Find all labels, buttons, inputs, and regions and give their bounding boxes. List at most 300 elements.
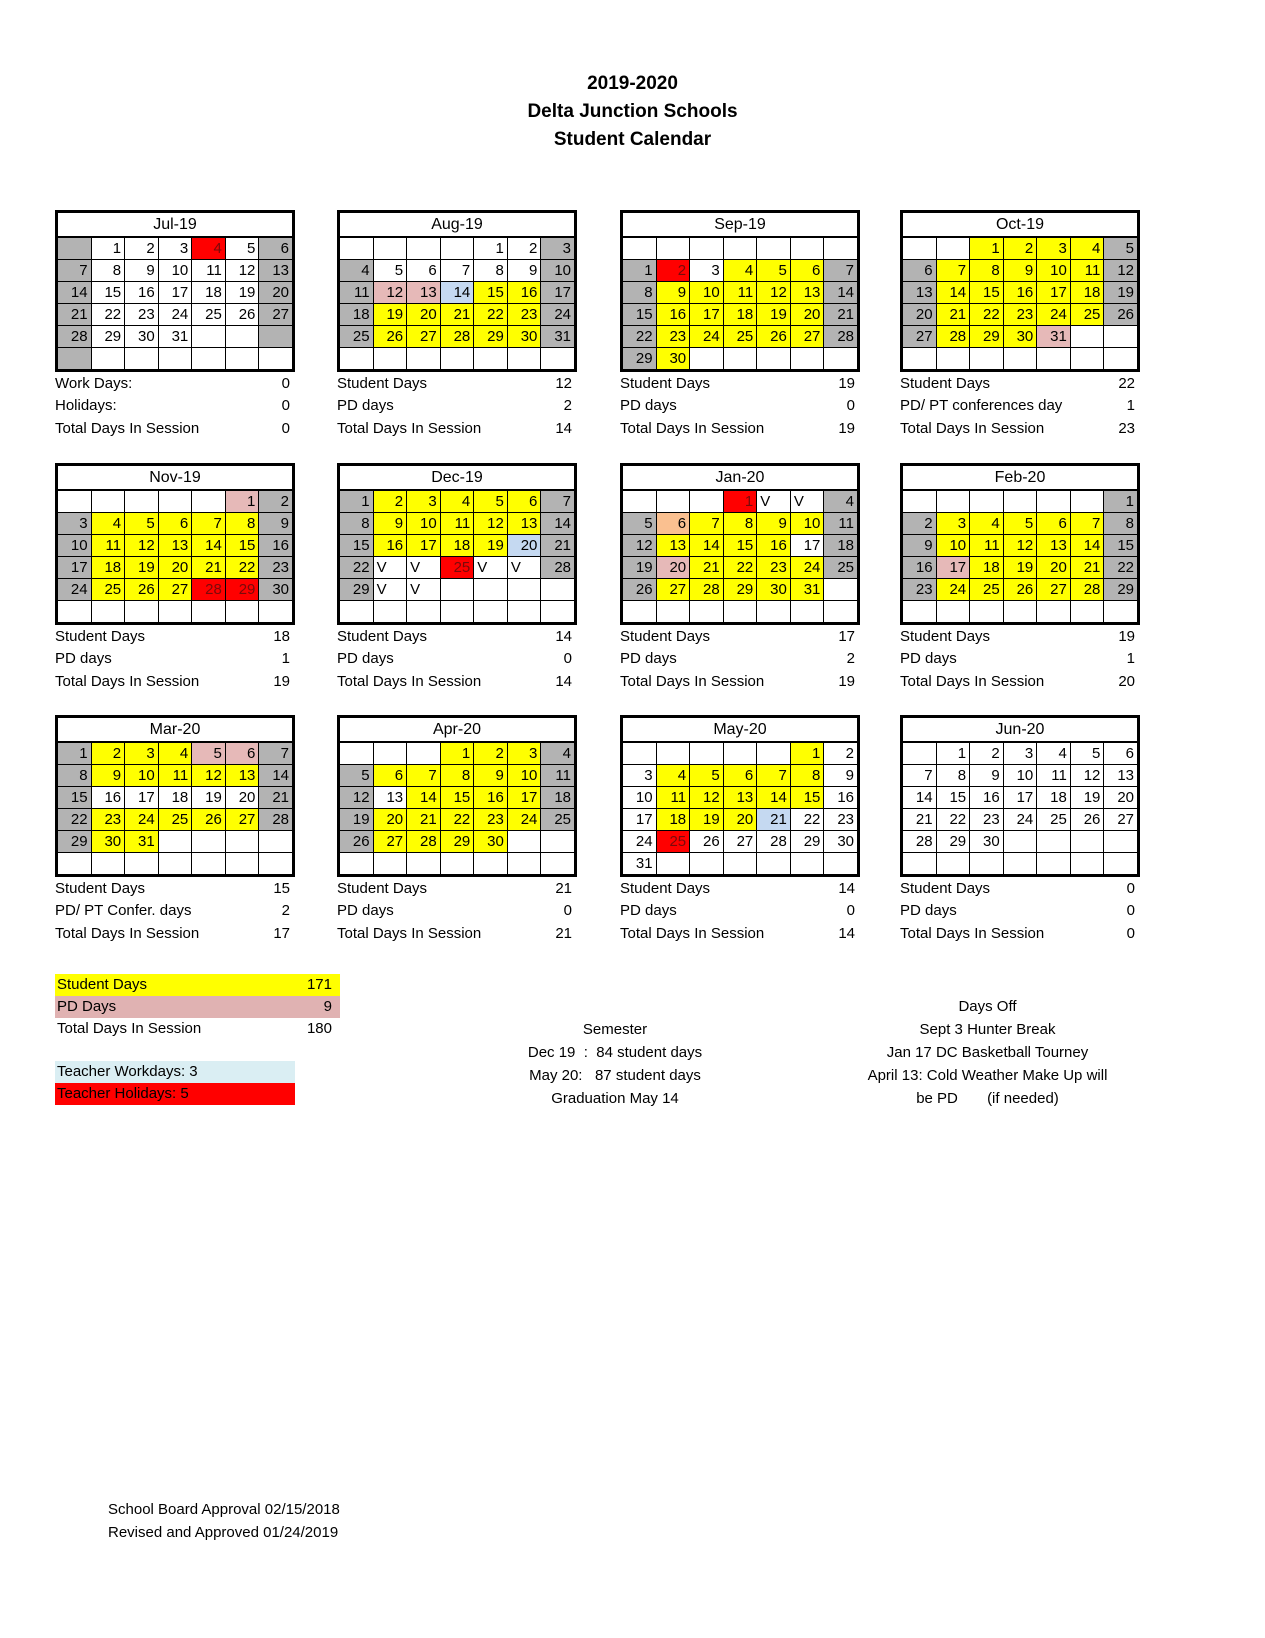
month-stats xyxy=(620,626,857,693)
stat-row xyxy=(55,648,292,670)
day-cell xyxy=(1003,853,1037,876)
day-cell: 5 xyxy=(1070,742,1104,765)
day-cell: 30 xyxy=(91,831,125,853)
day-cell: 28 xyxy=(57,326,92,348)
year-summary xyxy=(55,974,340,1040)
stat-value: 0 xyxy=(846,397,855,415)
day-cell xyxy=(440,237,474,260)
stat-label: PD days xyxy=(900,902,957,920)
day-cell: 20 xyxy=(723,809,757,831)
stat-row xyxy=(620,878,857,900)
calendar-grid xyxy=(337,210,577,372)
day-cell: 25 xyxy=(723,326,757,348)
day-cell: 29 xyxy=(91,326,125,348)
day-cell xyxy=(158,853,192,876)
day-cell: 10 xyxy=(690,282,724,304)
day-cell: 18 xyxy=(158,787,192,809)
day-cell xyxy=(622,237,657,260)
day-cell: 31 xyxy=(158,326,192,348)
day-cell: 6 xyxy=(373,765,407,787)
day-cell: 1 xyxy=(440,742,474,765)
month-title: Jun-20 xyxy=(902,717,1139,743)
day-cell xyxy=(936,601,970,624)
stat-value: 1 xyxy=(1126,397,1135,415)
day-cell: 3 xyxy=(622,765,657,787)
stat-label: PD/ PT conferences day xyxy=(900,397,1063,415)
day-cell: 24 xyxy=(622,831,657,853)
day-cell: 4 xyxy=(541,742,576,765)
day-cell xyxy=(125,853,159,876)
day-cell: 1 xyxy=(723,490,757,513)
day-cell: 5 xyxy=(373,260,407,282)
day-cell: 5 xyxy=(192,742,226,765)
stat-label: PD days xyxy=(55,650,112,668)
day-cell: 9 xyxy=(656,282,690,304)
stat-label: Total Days In Session xyxy=(900,924,1045,942)
day-cell xyxy=(474,579,508,601)
day-cell xyxy=(91,853,125,876)
day-cell: 13 xyxy=(158,535,192,557)
day-cell: 11 xyxy=(192,260,226,282)
teacher-holidays-band: Teacher Holidays: 5 xyxy=(55,1083,295,1105)
day-cell xyxy=(507,348,541,371)
month-stats xyxy=(900,878,1137,945)
day-cell xyxy=(57,601,92,624)
day-cell: 20 xyxy=(656,557,690,579)
day-cell: 24 xyxy=(57,579,92,601)
stat-row xyxy=(900,671,1137,693)
month-jul-19 xyxy=(55,210,295,440)
stat-label: Total Days In Session xyxy=(620,672,765,690)
day-cell: 7 xyxy=(936,260,970,282)
day-cell: 4 xyxy=(339,260,374,282)
day-cell: 1 xyxy=(57,742,92,765)
day-cell xyxy=(225,601,259,624)
day-cell: 31 xyxy=(125,831,159,853)
days-off-heading: Days Off xyxy=(958,998,1017,1015)
stat-label: Student Days xyxy=(337,880,428,897)
day-cell xyxy=(373,237,407,260)
day-cell: 11 xyxy=(723,282,757,304)
day-cell xyxy=(259,853,294,876)
day-cell xyxy=(1003,601,1037,624)
day-cell: 17 xyxy=(57,557,92,579)
day-cell xyxy=(259,348,294,371)
day-cell: 6 xyxy=(902,260,937,282)
stat-label: Total Days In Session xyxy=(55,672,200,690)
stat-row xyxy=(337,648,574,670)
day-cell: 7 xyxy=(690,513,724,535)
stat-row xyxy=(55,418,292,440)
day-cell: 28 xyxy=(824,326,859,348)
day-cell: 10 xyxy=(1003,765,1037,787)
stat-row xyxy=(620,900,857,922)
day-cell: 26 xyxy=(622,579,657,601)
day-cell xyxy=(1104,326,1139,348)
day-cell: 3 xyxy=(1003,742,1037,765)
day-cell: 17 xyxy=(1003,787,1037,809)
day-cell: 31 xyxy=(1037,326,1071,348)
stat-row xyxy=(900,418,1137,440)
day-cell: 17 xyxy=(622,809,657,831)
day-cell: 23 xyxy=(824,809,859,831)
day-cell: 7 xyxy=(824,260,859,282)
stat-row xyxy=(620,671,857,693)
summary-student-days xyxy=(55,974,340,996)
day-cell xyxy=(57,237,92,260)
summary-value: 171 xyxy=(306,976,332,993)
day-cell: 28 xyxy=(440,326,474,348)
day-cell: 12 xyxy=(1070,765,1104,787)
day-cell: 15 xyxy=(723,535,757,557)
day-cell: 7 xyxy=(192,513,226,535)
day-cell: 10 xyxy=(507,765,541,787)
day-cell: 7 xyxy=(57,260,92,282)
day-cell: 12 xyxy=(622,535,657,557)
page-title xyxy=(0,70,1265,154)
day-cell: 23 xyxy=(656,326,690,348)
day-cell xyxy=(474,601,508,624)
day-cell: 12 xyxy=(1104,260,1139,282)
day-cell: 6 xyxy=(1037,513,1071,535)
summary-total-days xyxy=(55,1018,340,1040)
day-cell: 29 xyxy=(622,348,657,371)
stat-row xyxy=(620,923,857,945)
day-cell xyxy=(1037,601,1071,624)
day-cell: 24 xyxy=(690,326,724,348)
day-cell: 26 xyxy=(125,579,159,601)
day-cell: 14 xyxy=(824,282,859,304)
day-cell: 18 xyxy=(1037,787,1071,809)
day-cell: 9 xyxy=(824,765,859,787)
stat-value: 0 xyxy=(1126,902,1135,920)
day-cell: 16 xyxy=(507,282,541,304)
summary-label: Total Days In Session xyxy=(57,1020,202,1037)
day-cell: 9 xyxy=(91,765,125,787)
day-cell: 21 xyxy=(757,809,791,831)
day-cell: 27 xyxy=(1104,809,1139,831)
day-cell: 14 xyxy=(936,282,970,304)
day-cell: 21 xyxy=(192,557,226,579)
day-cell xyxy=(1003,490,1037,513)
day-cell xyxy=(225,831,259,853)
day-cell: 6 xyxy=(158,513,192,535)
stat-row xyxy=(620,626,857,648)
day-cell: 26 xyxy=(1104,304,1139,326)
day-cell: 17 xyxy=(541,282,576,304)
day-cell: 15 xyxy=(339,535,374,557)
day-cell: 8 xyxy=(225,513,259,535)
day-cell: 16 xyxy=(474,787,508,809)
stat-label: PD days xyxy=(620,650,677,668)
stat-label: Total Days In Session xyxy=(900,672,1045,690)
day-cell: 4 xyxy=(723,260,757,282)
day-cell xyxy=(158,831,192,853)
day-cell: 31 xyxy=(622,853,657,876)
day-cell xyxy=(225,326,259,348)
day-cell xyxy=(970,853,1004,876)
stat-row xyxy=(900,900,1137,922)
day-cell: 9 xyxy=(373,513,407,535)
day-cell xyxy=(824,237,859,260)
day-cell xyxy=(757,853,791,876)
stat-value: 0 xyxy=(1126,924,1135,942)
day-cell xyxy=(192,831,226,853)
day-cell: 18 xyxy=(1070,282,1104,304)
day-cell: 15 xyxy=(57,787,92,809)
day-cell: 25 xyxy=(158,809,192,831)
day-cell: 18 xyxy=(440,535,474,557)
stat-row xyxy=(55,878,292,900)
day-cell: 24 xyxy=(790,557,824,579)
day-cell: 22 xyxy=(790,809,824,831)
stat-row xyxy=(900,648,1137,670)
day-cell: 5 xyxy=(125,513,159,535)
day-cell xyxy=(225,853,259,876)
day-cell xyxy=(373,601,407,624)
day-cell xyxy=(373,853,407,876)
day-cell: 13 xyxy=(259,260,294,282)
day-cell: 29 xyxy=(474,326,508,348)
day-cell: 3 xyxy=(158,237,192,260)
day-cell: 30 xyxy=(125,326,159,348)
days-off-line: be PD (if needed) xyxy=(916,1090,1059,1107)
month-title: Aug-19 xyxy=(339,212,576,238)
day-cell: 9 xyxy=(474,765,508,787)
stat-label: Total Days In Session xyxy=(55,419,200,437)
day-cell: 29 xyxy=(936,831,970,853)
day-cell xyxy=(1037,490,1071,513)
stat-value: 14 xyxy=(838,924,855,942)
day-cell: 27 xyxy=(259,304,294,326)
day-cell: 30 xyxy=(1003,326,1037,348)
day-cell: 8 xyxy=(723,513,757,535)
day-cell: 19 xyxy=(474,535,508,557)
day-cell xyxy=(507,579,541,601)
day-cell: 28 xyxy=(192,579,226,601)
stat-label: Work Days: xyxy=(55,375,133,392)
day-cell xyxy=(902,601,937,624)
day-cell xyxy=(622,490,657,513)
stat-value: 21 xyxy=(555,924,572,942)
day-cell xyxy=(474,853,508,876)
day-cell xyxy=(339,742,374,765)
day-cell: 1 xyxy=(936,742,970,765)
month-stats xyxy=(900,373,1137,440)
day-cell xyxy=(1003,348,1037,371)
day-cell: 25 xyxy=(970,579,1004,601)
day-cell: 1 xyxy=(339,490,374,513)
day-cell: 15 xyxy=(474,282,508,304)
day-cell xyxy=(690,853,724,876)
day-cell: 12 xyxy=(474,513,508,535)
month-jun-20 xyxy=(900,715,1140,945)
day-cell: 19 xyxy=(225,282,259,304)
day-cell: 3 xyxy=(1037,237,1071,260)
month-aug-19 xyxy=(337,210,577,440)
month-oct-19 xyxy=(900,210,1140,440)
day-cell xyxy=(656,490,690,513)
day-cell: 22 xyxy=(339,557,374,579)
day-cell: 20 xyxy=(790,304,824,326)
calendar-grid xyxy=(55,715,295,877)
day-cell: 6 xyxy=(656,513,690,535)
day-cell xyxy=(474,348,508,371)
day-cell: V xyxy=(407,579,441,601)
stat-value: 2 xyxy=(563,397,572,415)
day-cell: 13 xyxy=(407,282,441,304)
day-cell: 22 xyxy=(440,809,474,831)
day-cell: 29 xyxy=(723,579,757,601)
day-cell xyxy=(158,348,192,371)
stat-label: Total Days In Session xyxy=(55,924,200,942)
day-cell: 13 xyxy=(723,787,757,809)
day-cell: 22 xyxy=(723,557,757,579)
calendar-grid xyxy=(900,463,1140,625)
day-cell: 4 xyxy=(824,490,859,513)
day-cell xyxy=(1070,831,1104,853)
day-cell: 22 xyxy=(936,809,970,831)
month-apr-20 xyxy=(337,715,577,945)
day-cell: 6 xyxy=(507,490,541,513)
day-cell: 20 xyxy=(225,787,259,809)
day-cell: 6 xyxy=(723,765,757,787)
day-cell: 24 xyxy=(125,809,159,831)
day-cell: 23 xyxy=(1003,304,1037,326)
stat-label: Student Days xyxy=(337,628,428,645)
day-cell: 9 xyxy=(507,260,541,282)
day-cell: 4 xyxy=(1037,742,1071,765)
day-cell: 19 xyxy=(373,304,407,326)
stat-row xyxy=(55,900,292,922)
day-cell: 28 xyxy=(1070,579,1104,601)
day-cell xyxy=(339,348,374,371)
day-cell: 10 xyxy=(158,260,192,282)
day-cell: 23 xyxy=(91,809,125,831)
day-cell: 4 xyxy=(91,513,125,535)
day-cell: 18 xyxy=(339,304,374,326)
day-cell: 21 xyxy=(1070,557,1104,579)
day-cell: 21 xyxy=(936,304,970,326)
day-cell: 2 xyxy=(474,742,508,765)
day-cell: 7 xyxy=(440,260,474,282)
day-cell xyxy=(690,601,724,624)
stat-label: PD days xyxy=(620,397,677,415)
day-cell xyxy=(723,742,757,765)
day-cell xyxy=(507,601,541,624)
day-cell: 23 xyxy=(757,557,791,579)
day-cell: 11 xyxy=(970,535,1004,557)
stat-label: Student Days xyxy=(337,375,428,392)
day-cell xyxy=(507,853,541,876)
day-cell xyxy=(936,237,970,260)
day-cell: 10 xyxy=(125,765,159,787)
day-cell: 22 xyxy=(225,557,259,579)
day-cell xyxy=(192,348,226,371)
day-cell: 18 xyxy=(970,557,1004,579)
day-cell: 4 xyxy=(970,513,1004,535)
day-cell xyxy=(407,348,441,371)
day-cell xyxy=(373,742,407,765)
day-cell xyxy=(690,348,724,371)
stat-row xyxy=(337,418,574,440)
stat-row xyxy=(337,626,574,648)
day-cell xyxy=(824,601,859,624)
day-cell: 16 xyxy=(824,787,859,809)
day-cell: 14 xyxy=(259,765,294,787)
day-cell: 4 xyxy=(1070,237,1104,260)
day-cell xyxy=(407,853,441,876)
day-cell: 1 xyxy=(225,490,259,513)
day-cell: 8 xyxy=(474,260,508,282)
day-cell xyxy=(902,853,937,876)
stat-value: 2 xyxy=(846,650,855,668)
day-cell: 5 xyxy=(474,490,508,513)
day-cell xyxy=(57,348,92,371)
stat-row xyxy=(55,626,292,648)
day-cell: 19 xyxy=(1003,557,1037,579)
day-cell xyxy=(507,831,541,853)
day-cell: 19 xyxy=(1104,282,1139,304)
day-cell xyxy=(824,853,859,876)
day-cell: 1 xyxy=(622,260,657,282)
day-cell xyxy=(970,601,1004,624)
day-cell xyxy=(541,579,576,601)
day-cell: 21 xyxy=(440,304,474,326)
day-cell xyxy=(1070,348,1104,371)
day-cell: 23 xyxy=(474,809,508,831)
day-cell xyxy=(192,326,226,348)
stat-value: 17 xyxy=(273,924,290,942)
day-cell: 12 xyxy=(192,765,226,787)
stat-label: PD days xyxy=(337,397,394,415)
day-cell: 1 xyxy=(474,237,508,260)
day-cell xyxy=(1104,348,1139,371)
day-cell xyxy=(407,601,441,624)
day-cell: 7 xyxy=(757,765,791,787)
summary-label: Student Days xyxy=(57,976,148,993)
day-cell: 9 xyxy=(902,535,937,557)
day-cell: 30 xyxy=(824,831,859,853)
day-cell: 12 xyxy=(757,282,791,304)
day-cell: 4 xyxy=(192,237,226,260)
day-cell: 5 xyxy=(339,765,374,787)
day-cell: 5 xyxy=(622,513,657,535)
day-cell: V xyxy=(373,579,407,601)
day-cell xyxy=(158,490,192,513)
stat-label: PD days xyxy=(900,650,957,668)
calendar-grid xyxy=(337,463,577,625)
calendar-grid xyxy=(900,715,1140,877)
calendar-grid xyxy=(337,715,577,877)
month-stats xyxy=(620,373,857,440)
day-cell xyxy=(902,742,937,765)
day-cell xyxy=(723,601,757,624)
day-cell: 31 xyxy=(541,326,576,348)
stat-value: 0 xyxy=(281,397,290,415)
day-cell xyxy=(440,601,474,624)
day-cell: 21 xyxy=(541,535,576,557)
day-cell xyxy=(407,742,441,765)
stat-value: 19 xyxy=(1118,628,1135,645)
day-cell: 10 xyxy=(541,260,576,282)
day-cell: 2 xyxy=(91,742,125,765)
day-cell: 20 xyxy=(259,282,294,304)
stat-row xyxy=(55,923,292,945)
stat-value: 18 xyxy=(273,628,290,645)
day-cell: 30 xyxy=(507,326,541,348)
day-cell: V xyxy=(373,557,407,579)
